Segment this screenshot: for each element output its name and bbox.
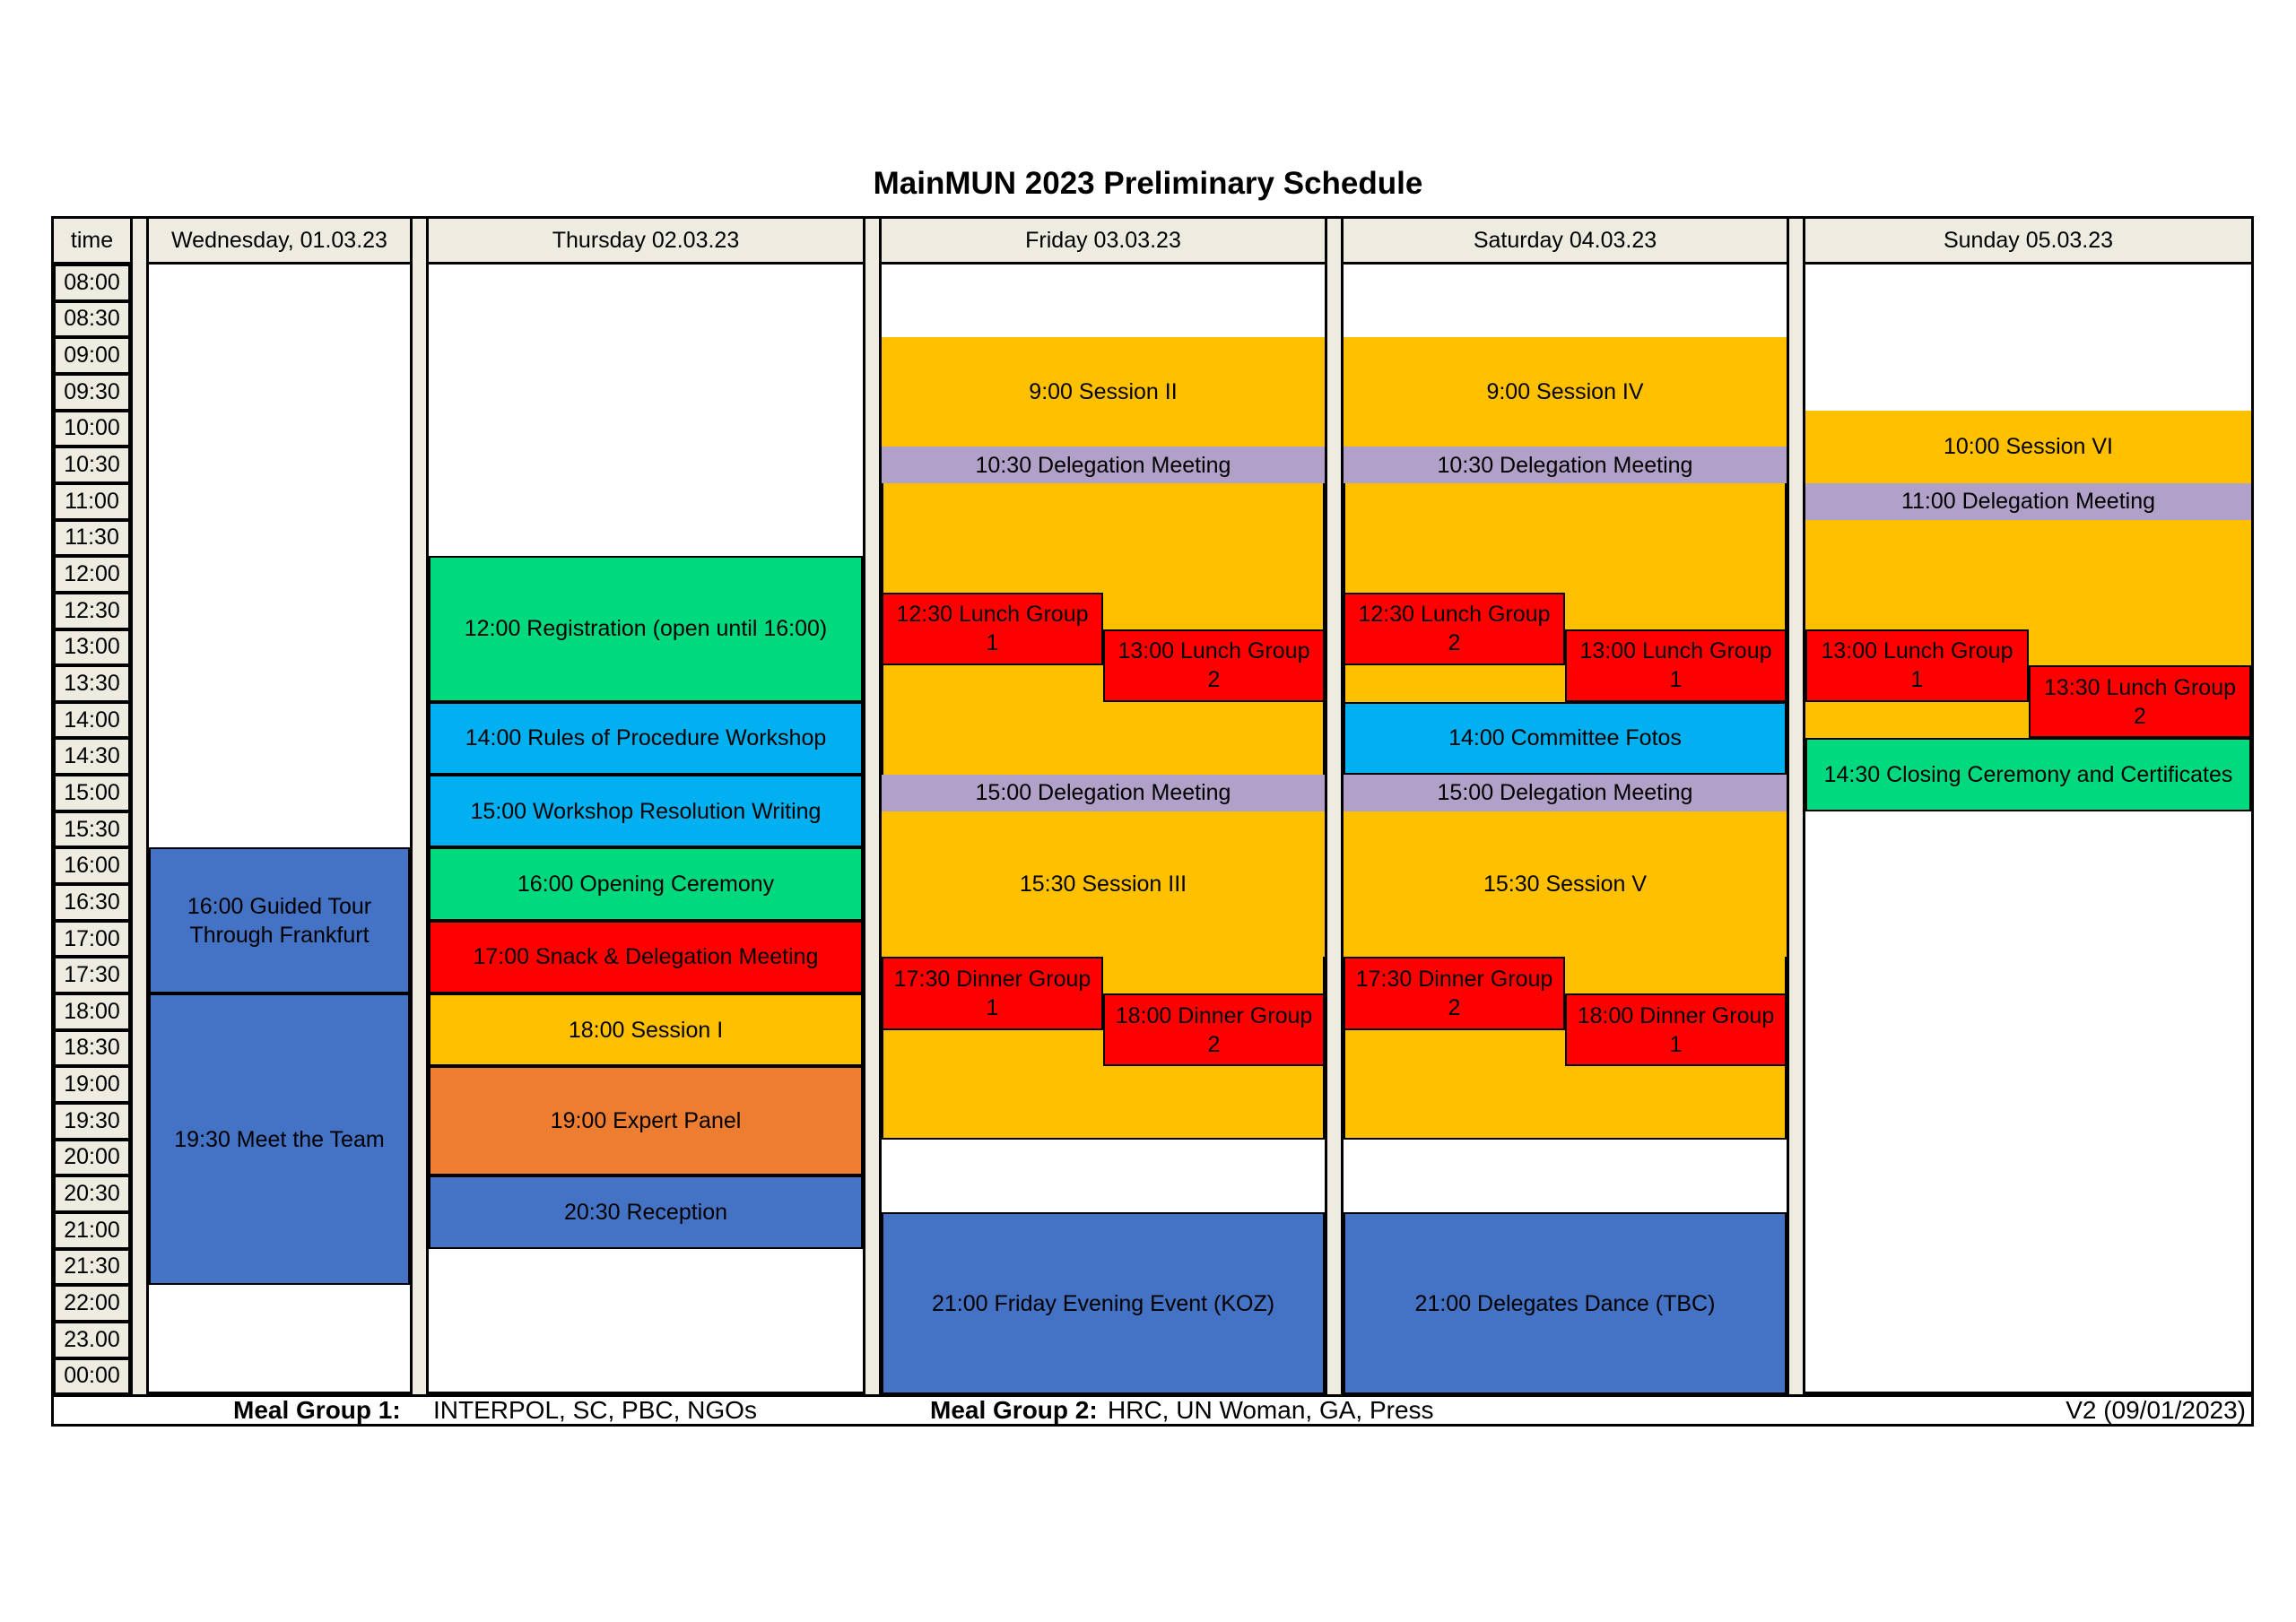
time-label: 16:00 [54, 847, 130, 884]
day-column-friday [879, 265, 1327, 1394]
schedule-event: 20:30 Reception [429, 1175, 863, 1248]
schedule-event: 14:00 Rules of Procedure Workshop [429, 702, 863, 775]
schedule-event: 16:00 Opening Ceremony [429, 847, 863, 920]
time-label: 14:00 [54, 702, 130, 739]
day-header-thursday: Thursday 02.03.23 [426, 216, 865, 265]
day-column-saturday [1341, 265, 1789, 1394]
time-label: 11:00 [54, 483, 130, 520]
schedule-event: 11:00 Delegation Meeting [1805, 483, 2251, 520]
schedule-event: 12:30 Lunch Group 2 [1344, 593, 1565, 665]
time-label: 10:30 [54, 447, 130, 483]
schedule-event: 13:00 Lunch Group 1 [1565, 629, 1787, 702]
time-column-header: time [51, 216, 133, 265]
day-header-wednesday: Wednesday, 01.03.23 [146, 216, 413, 265]
schedule-event: 18:00 Dinner Group 1 [1565, 993, 1787, 1066]
time-label: 10:00 [54, 411, 130, 447]
time-label: 15:00 [54, 775, 130, 811]
schedule-event: 13:00 Lunch Group 2 [1103, 629, 1325, 702]
schedule-event: 16:00 Guided Tour Through Frankfurt [149, 847, 410, 993]
schedule-event: 17:00 Snack & Delegation Meeting [429, 921, 863, 993]
schedule-event: 19:30 Meet the Team [149, 993, 410, 1285]
schedule-event: 15:30 Session V [1344, 811, 1787, 958]
time-label: 21:30 [54, 1249, 130, 1286]
schedule-event: 15:00 Delegation Meeting [882, 775, 1325, 811]
day-header-saturday: Saturday 04.03.23 [1341, 216, 1789, 265]
time-label: 18:30 [54, 1030, 130, 1067]
schedule-event: 13:30 Lunch Group 2 [2029, 665, 2251, 738]
time-label: 15:30 [54, 811, 130, 848]
version-label: V2 (09/01/2023) [2066, 1396, 2246, 1424]
page-title: MainMUN 2023 Preliminary Schedule [873, 166, 1423, 201]
time-label: 17:00 [54, 921, 130, 958]
day-column-thursday [426, 265, 865, 1394]
time-label: 09:00 [54, 337, 130, 374]
time-label: 08:00 [54, 265, 130, 301]
schedule-event: 12:00 Registration (open until 16:00) [429, 556, 863, 702]
meal-group-1-value: INTERPOL, SC, PBC, NGOs [433, 1396, 757, 1424]
day-header-sunday: Sunday 05.03.23 [1803, 216, 2254, 265]
time-label: 17:30 [54, 957, 130, 993]
time-label: 09:30 [54, 374, 130, 411]
schedule-event: 18:00 Session I [429, 993, 863, 1066]
time-label: 00:00 [54, 1358, 130, 1395]
time-label: 08:30 [54, 301, 130, 338]
time-label: 13:30 [54, 665, 130, 702]
schedule-event: 14:00 Committee Fotos [1344, 702, 1787, 775]
schedule-event: 17:30 Dinner Group 2 [1344, 957, 1565, 1029]
schedule-event: 10:30 Delegation Meeting [882, 447, 1325, 483]
time-label: 16:30 [54, 884, 130, 921]
schedule-event: 17:30 Dinner Group 1 [882, 957, 1103, 1029]
schedule-event: 18:00 Dinner Group 2 [1103, 993, 1325, 1066]
time-label: 12:30 [54, 593, 130, 629]
time-column [51, 265, 133, 1394]
time-label: 23.00 [54, 1322, 130, 1358]
meal-group-2-value: HRC, UN Woman, GA, Press [1108, 1396, 1434, 1424]
schedule-event: 9:00 Session II [882, 337, 1325, 447]
time-label: 19:30 [54, 1103, 130, 1140]
day-header-friday: Friday 03.03.23 [879, 216, 1327, 265]
time-label: 13:00 [54, 629, 130, 666]
schedule-event: 15:00 Delegation Meeting [1344, 775, 1787, 811]
schedule-event: 12:30 Lunch Group 1 [882, 593, 1103, 665]
schedule-event: 13:00 Lunch Group 1 [1805, 629, 2029, 702]
time-label: 12:00 [54, 556, 130, 593]
day-column-sunday [1803, 265, 2254, 1394]
meal-group-2-label: Meal Group 2: [930, 1396, 1098, 1424]
column-separator [413, 216, 426, 1394]
column-separator [865, 216, 879, 1394]
time-label: 22:00 [54, 1285, 130, 1322]
time-label: 20:30 [54, 1175, 130, 1212]
schedule-event: 14:30 Closing Ceremony and Certificates [1805, 738, 2251, 811]
schedule-event: 21:00 Friday Evening Event (KOZ) [882, 1212, 1325, 1394]
column-separator [133, 216, 146, 1394]
time-label: 21:00 [54, 1212, 130, 1249]
day-column-wednesday [146, 265, 413, 1394]
time-label: 14:30 [54, 738, 130, 775]
schedule-event: 15:30 Session III [882, 811, 1325, 958]
schedule-event: 21:00 Delegates Dance (TBC) [1344, 1212, 1787, 1394]
schedule-event: 19:00 Expert Panel [429, 1066, 863, 1175]
meal-group-1-label: Meal Group 1: [233, 1396, 401, 1424]
time-label: 11:30 [54, 520, 130, 557]
time-label: 19:00 [54, 1066, 130, 1103]
schedule-event: 9:00 Session IV [1344, 337, 1787, 447]
time-label: 18:00 [54, 993, 130, 1030]
footer-legend [51, 1394, 2254, 1427]
column-separator [1789, 216, 1803, 1394]
schedule-event: 10:30 Delegation Meeting [1344, 447, 1787, 483]
schedule-event: 15:00 Workshop Resolution Writing [429, 775, 863, 847]
schedule-event: 10:00 Session VI [1805, 411, 2251, 483]
column-separator [1327, 216, 1341, 1394]
time-label: 20:00 [54, 1140, 130, 1176]
